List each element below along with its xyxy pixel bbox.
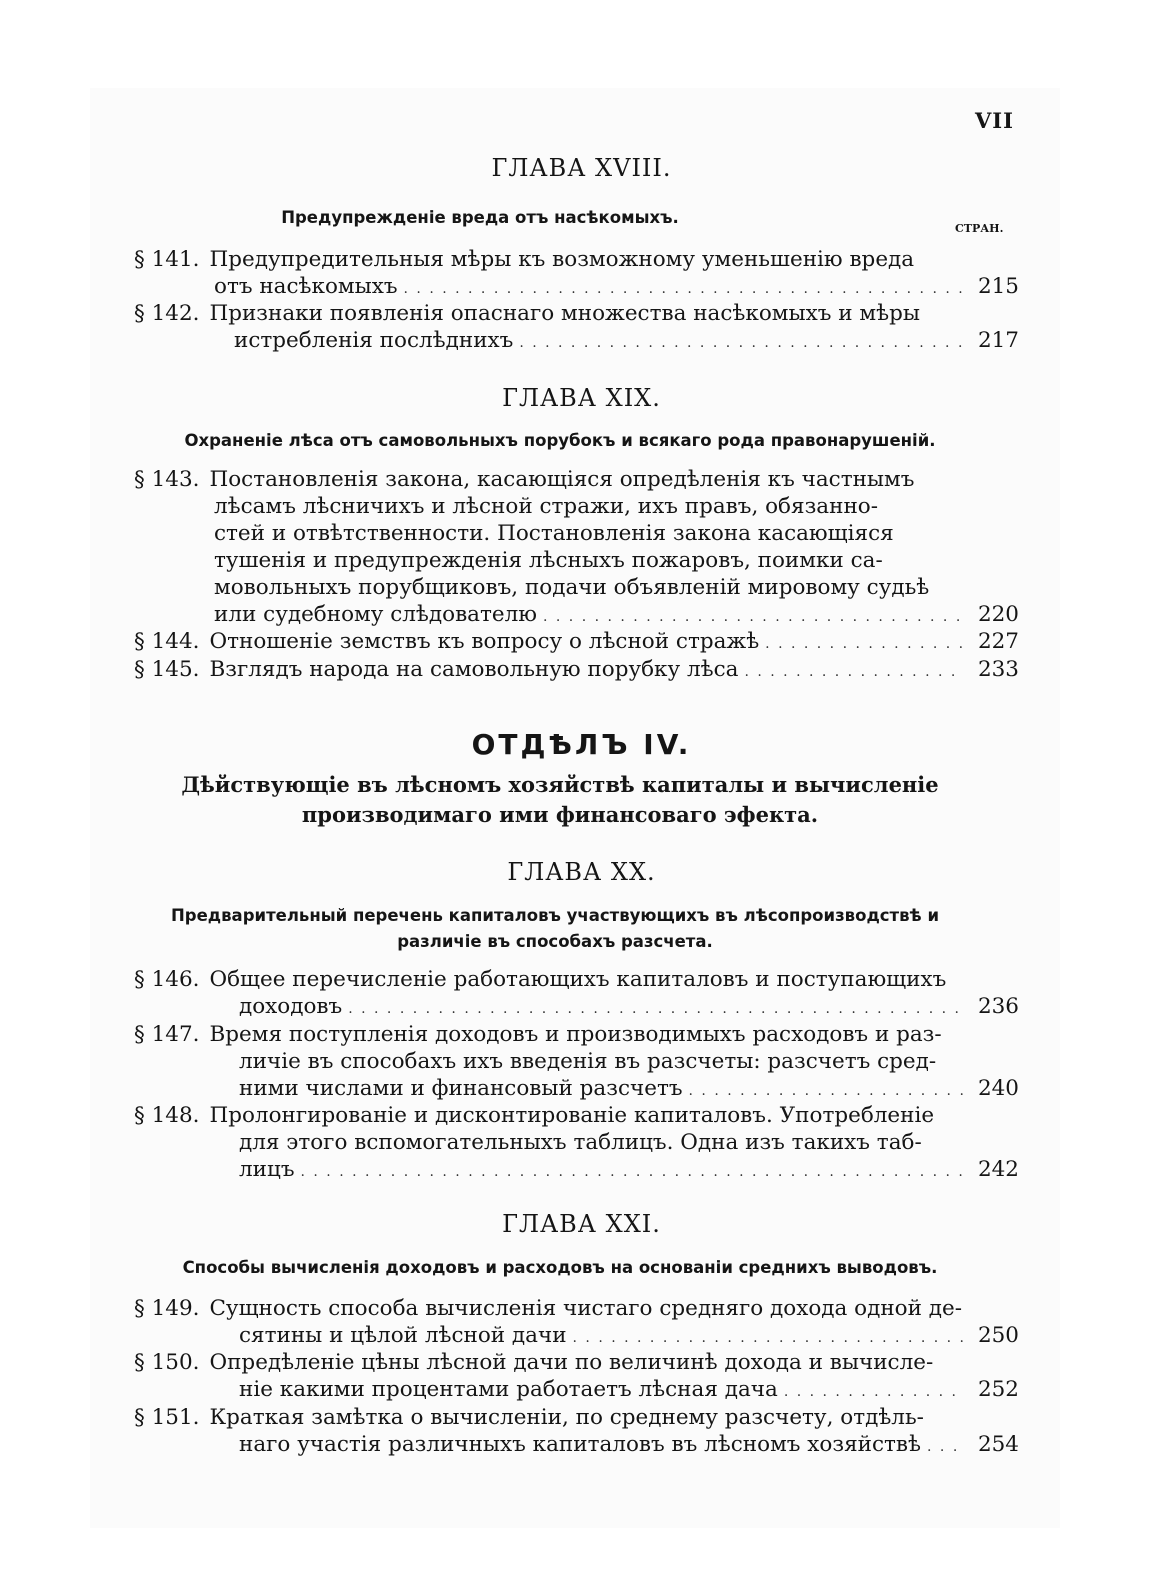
dot-leader: [348, 996, 965, 1023]
dot-leader: [573, 1325, 965, 1352]
entry-page: 242: [977, 1157, 1019, 1182]
section-4-title: ОТДѢЛЪ IV.: [471, 728, 692, 761]
entry-text-end: ними числами и финансовый разсчетъ: [239, 1076, 683, 1101]
entry-number: § 147.: [134, 1022, 200, 1047]
entry-text: личіе въ способахъ ихъ введенія въ разсчеты: разсчетъ сред-: [239, 1049, 937, 1074]
chapter-20-title: ГЛАВА XX.: [507, 858, 656, 886]
entry-page: 215: [977, 274, 1019, 299]
chapter-21-title: ГЛАВА XXI.: [502, 1210, 661, 1238]
entry-text: для этого вспомогательныхъ таблицъ. Одна изъ такихъ таб-: [239, 1130, 922, 1155]
entry-number: § 145.: [134, 657, 200, 682]
entry-page: 233: [977, 657, 1019, 682]
dot-leader: [404, 276, 965, 303]
dot-leader: [543, 604, 965, 631]
toc-entry-144[interactable]: [134, 628, 1019, 658]
chapter-20-subtitle-line1: Предварительный перечень капиталовъ участвующихъ въ лѣсопроизводствѣ и: [170, 906, 939, 925]
entry-text-end: истребленія послѣднихъ: [234, 328, 514, 353]
entry-text: Опредѣленіе цѣны лѣсной дачи по величинѣ дохода и вычисле-: [209, 1350, 934, 1375]
entry-text: тушенія и предупрежденія лѣсныхъ пожаровъ, поимки са-: [214, 548, 883, 573]
entry-text: Время поступленія доходовъ и производимыхъ расходовъ и раз-: [209, 1022, 942, 1047]
dot-leader: [519, 330, 965, 357]
toc-entry-141[interactable]: [134, 246, 1019, 303]
entry-page: 227: [977, 629, 1019, 654]
entry-number: § 149.: [134, 1296, 200, 1321]
entry-page: 240: [977, 1076, 1019, 1101]
toc-entry-146[interactable]: [134, 966, 1019, 1023]
entry-text-end: или судебному слѣдователю: [214, 602, 537, 627]
entry-text-end: отъ насѣкомыхъ: [214, 274, 398, 299]
section-4-subtitle-line1: Дѣйствующіе въ лѣсномъ хозяйствѣ капиталы и вычисленіе: [181, 772, 939, 797]
chapter-18-subtitle: Предупрежденіе вреда отъ насѣкомыхъ.: [281, 208, 679, 227]
toc-entry-148[interactable]: [134, 1102, 1019, 1186]
entry-number: § 150.: [134, 1350, 200, 1375]
entry-text: Постановленія закона, касающіяся опредѣленія къ частнымъ: [209, 467, 915, 492]
toc-entry-150[interactable]: [134, 1349, 1019, 1406]
entry-text-end: Отношеніе земствъ къ вопросу о лѣсной стражѣ: [209, 629, 760, 654]
entry-page: 254: [977, 1432, 1019, 1457]
toc-entry-147[interactable]: [134, 1021, 1019, 1105]
entry-page: 236: [977, 994, 1019, 1019]
entry-text: Признаки появленія опаснаго множества насѣкомыхъ и мѣры: [209, 301, 920, 326]
entry-number: § 146.: [134, 967, 200, 992]
chapter-19-subtitle: Охраненіе лѣса отъ самовольныхъ порубокъ и всякаго рода правонарушеній.: [184, 431, 936, 450]
chapter-20-subtitle-line2: различіе въ способахъ разсчета.: [397, 932, 713, 951]
dot-leader: [765, 631, 965, 658]
entry-text: Сущность способа вычисленія чистаго средняго дохода одной де-: [209, 1296, 963, 1321]
entry-text: Общее перечисленіе работающихъ капиталовъ и поступающихъ: [209, 967, 947, 992]
entry-number: § 142.: [134, 301, 200, 326]
chapter-21-subtitle: Способы вычисленія доходовъ и расходовъ на основаніи среднихъ выводовъ.: [182, 1258, 938, 1277]
entry-text: стей и отвѣтственности. Постановленія закона касающіяся: [214, 521, 894, 546]
entry-text: Краткая замѣтка о вычисленіи, по среднему разсчету, отдѣль-: [209, 1405, 924, 1430]
entry-number: § 148.: [134, 1103, 200, 1128]
dot-leader: [744, 659, 965, 686]
entry-text-end: сятины и цѣлой лѣсной дачи: [239, 1323, 567, 1348]
entry-page: 220: [977, 602, 1019, 627]
chapter-18-title: ГЛАВА XVIII.: [491, 154, 672, 182]
page-column-label: СТРАН.: [955, 222, 1004, 235]
toc-entry-145[interactable]: [134, 656, 1019, 686]
entry-text: мовольныхъ порубщиковъ, подачи объявленій мировому судьѣ: [214, 575, 930, 600]
entry-text: Предупредительныя мѣры къ возможному уменьшенію вреда: [209, 247, 915, 272]
toc-entry-142[interactable]: [134, 300, 1019, 357]
entry-text-end: Взглядъ народа на самовольную порубку лѣса: [209, 657, 739, 682]
entry-number: § 151.: [134, 1405, 200, 1430]
entry-text-end: доходовъ: [239, 994, 343, 1019]
dot-leader: [784, 1379, 965, 1406]
section-4-subtitle-line2: производимаго ими финансоваго эфекта.: [301, 802, 819, 827]
entry-text: Пролонгированіе и дисконтированіе капиталовъ. Употребленіе: [209, 1103, 935, 1128]
chapter-19-title: ГЛАВА XIX.: [502, 384, 661, 412]
dot-leader: [689, 1078, 965, 1105]
toc-entry-149[interactable]: [134, 1295, 1019, 1352]
entry-page: 250: [977, 1323, 1019, 1348]
dot-leader: [301, 1159, 966, 1186]
toc-entry-151[interactable]: [134, 1404, 1019, 1461]
toc-entry-143[interactable]: [134, 466, 1019, 631]
page-number-folio: VII: [975, 108, 1014, 133]
entry-number: § 144.: [134, 629, 200, 654]
entry-number: § 141.: [134, 247, 200, 272]
entry-number: § 143.: [134, 467, 200, 492]
entry-text-end: лицъ: [239, 1157, 295, 1182]
entry-text-end: наго участія различныхъ капиталовъ въ лѣсномъ хозяйствѣ: [239, 1432, 922, 1457]
dot-leader: [927, 1434, 965, 1461]
entry-page: 217: [977, 328, 1019, 353]
entry-text-end: ніе какими процентами работаетъ лѣсная дача: [239, 1377, 778, 1402]
entry-text: лѣсамъ лѣсничихъ и лѣсной стражи, ихъ правъ, обязанно-: [214, 494, 878, 519]
entry-page: 252: [977, 1377, 1019, 1402]
